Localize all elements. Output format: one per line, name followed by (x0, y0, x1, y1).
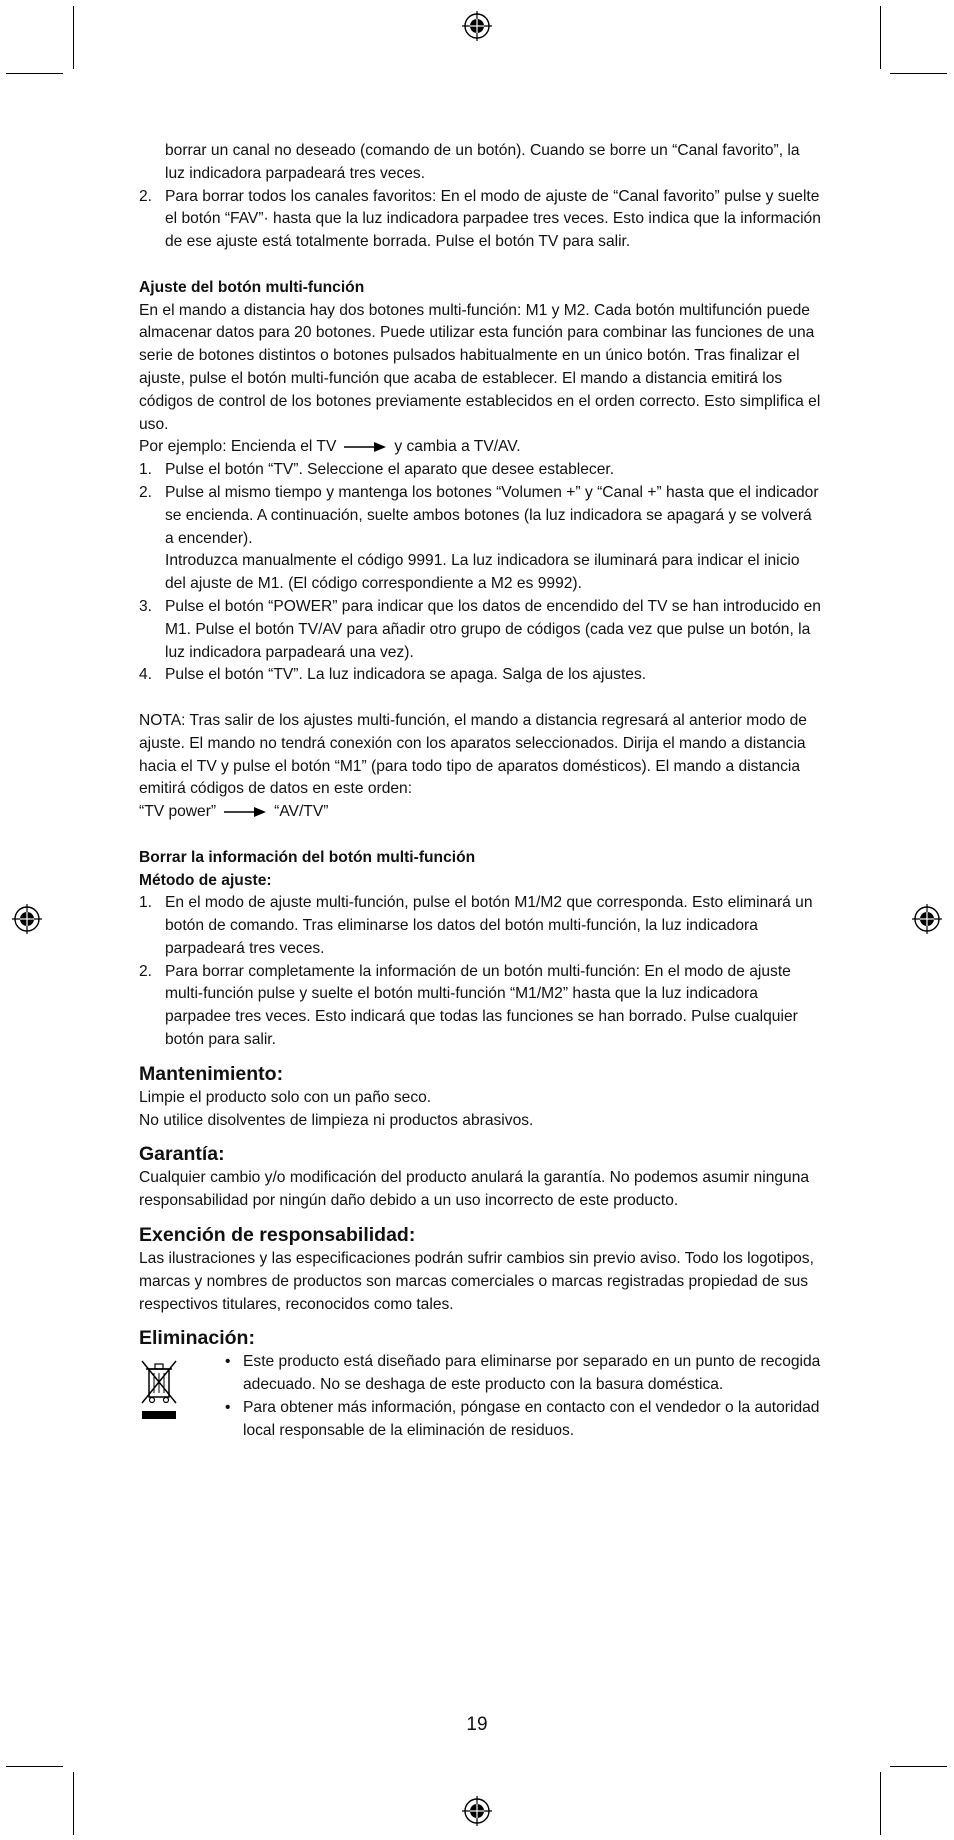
crop-mark (73, 1772, 74, 1835)
arrow-right-icon (224, 807, 266, 817)
heading-maintenance: Mantenimiento: (139, 1062, 284, 1085)
heading-warranty: Garantía: (139, 1143, 225, 1166)
crop-mark (73, 6, 74, 69)
registration-mark-icon (912, 904, 942, 934)
list-item (139, 892, 821, 960)
note-sequence (139, 801, 821, 824)
list-item-text: Pulse el botón “TV”. Seleccione el aparato que desee establecer. (165, 461, 615, 479)
list-number: 4. (139, 666, 153, 684)
list-item (139, 459, 821, 482)
list-item-text: En el modo de ajuste multi-función, pulse el botón M1/M2 que corresponda. Esto eliminará un botón de comando. Tras eliminarse los datos del botón multi-función, la luz indicadora parpadeará tres veces. (165, 894, 813, 957)
list-item (139, 961, 821, 1052)
example-text-a: Por ejemplo: Encienda el TV (139, 438, 337, 456)
list-number: 2. (139, 483, 153, 501)
warranty-text: Cualquier cambio y/o modificación del producto anulará la garantía. No podemos asumir ninguna responsabilidad por ningún daño debido a un uso incorrecto de este producto. (139, 1169, 810, 1210)
page-number: 19 (466, 1714, 488, 1735)
list-number: 2. (139, 962, 153, 980)
crop-mark (880, 1772, 881, 1835)
list-item-text: Para borrar completamente la información de un botón multi-función: En el modo de ajuste multi-función pulse y suelte el botón multi-función “M1/M2” hasta que la luz indicadora parpadee tres veces. Esto indicará que todas las funciones se han borrado. Pulse cualquier botón para salir. (165, 962, 798, 1049)
list-item-text: Para obtener más información, póngase en contacto con el vendedor o la autoridad local responsable de la eliminación de residuos. (243, 1399, 820, 1439)
maintenance-line: Limpie el producto solo con un paño seco. (139, 1088, 432, 1106)
list-item (215, 1351, 821, 1397)
disclaimer-text: Las ilustraciones y las especificaciones podrán sufrir cambios sin previo aviso. Todo los logotipos, marcas y nombres de productos son marcas comerciales o marcas registradas propiedad de sus respectivos titulares, reconocidos como tales. (139, 1250, 814, 1313)
list-number: 2. (139, 187, 153, 205)
list-item-text: Pulse al mismo tiempo y mantenga los botones “Volumen +” y “Canal +” hasta que el indicador se encienda. A continuación, suelte ambos botones (la luz indicadora se apagará y se volverá a encender). (165, 483, 819, 547)
list-number: 1. (139, 461, 153, 479)
note-paragraph: NOTA: Tras salir de los ajustes multi-función, el mando a distancia regresará al anterior modo de ajuste. El mando no tendrá conexión con los aparatos seleccionados. Dirija el mando a distancia hacia el TV y pulse el botón “M1” (para todo tipo de aparatos domésticos). El mando a distancia emitirá códigos de datos en este orden: (139, 711, 807, 798)
heading-disposal: Eliminación: (139, 1327, 255, 1350)
list-item-text: Para borrar todos los canales favoritos: En el modo de ajuste de “Canal favorito” pulse y suelte el botón “FAV”· hasta que la luz indicadora parpadee tres veces. Esto indica que la información de ese ajuste está totalmente borrada. Pulse el botón TV para salir. (165, 187, 821, 251)
list-number: 3. (139, 597, 153, 615)
note-sequence-b: “AV/TV” (274, 803, 329, 821)
section-heading-erase: Borrar la información del botón multi-función (139, 848, 476, 866)
registration-mark-icon (462, 1796, 492, 1826)
list-item (139, 664, 821, 687)
crop-mark (890, 73, 947, 74)
disposal-block (139, 1351, 821, 1442)
crop-mark (890, 1766, 947, 1767)
list-item-text: Este producto está diseñado para eliminarse por separado en un punto de recogida adecuado. No se deshaga de este producto con la basura doméstica. (243, 1353, 821, 1394)
continuation-paragraph: borrar un canal no deseado (comando de un botón). Cuando se borre un “Canal favorito”, la luz indicadora parpadeará tres veces. (165, 142, 800, 182)
example-text-b: y cambia a TV/AV. (394, 438, 521, 456)
section-heading-multi-function: Ajuste del botón multi-función (139, 278, 365, 296)
section-subheading-method: Método de ajuste: (139, 871, 272, 889)
list-item (139, 186, 821, 254)
document-body (139, 140, 821, 1443)
bullet: • (225, 1399, 231, 1417)
registration-mark-icon (12, 904, 42, 934)
multi-function-intro: En el mando a distancia hay dos botones multi-función: M1 y M2. Cada botón multifunción puede almacenar datos para 20 botones. Puede utilizar esta función para combinar las funciones de una serie de botones distintos o botones pulsados habitualmente en un único botón. Tras finalizar el ajuste, pulse el botón multi-función que acaba de establecer. El mando a distancia emitirá los códigos de control de los botones previamente establecidos en el orden correcto. Esto simplifica el uso. (139, 301, 821, 433)
arrow-right-icon (344, 442, 386, 452)
bullet: • (225, 1353, 231, 1371)
heading-disclaimer: Exención de responsabilidad: (139, 1224, 416, 1247)
list-item-text: Pulse el botón “TV”. La luz indicadora se apaga. Salga de los ajustes. (165, 666, 647, 684)
maintenance-line: No utilice disolventes de limpieza ni productos abrasivos. (139, 1111, 534, 1129)
list-item (215, 1397, 821, 1443)
registration-mark-icon (462, 11, 492, 41)
note-sequence-a: “TV power” (139, 803, 217, 821)
list-item-text: Pulse el botón “POWER” para indicar que los datos de encendido del TV se han introducido en M1. Pulse el botón TV/AV para añadir otro grupo de códigos (cada vez que pulse un botón, la luz indicadora parpadeará una vez). (165, 597, 821, 661)
crop-mark (6, 73, 63, 74)
list-number: 1. (139, 894, 153, 912)
list-item (139, 482, 821, 596)
crop-mark (880, 6, 881, 69)
crop-mark (6, 1766, 63, 1767)
example-line (139, 436, 821, 459)
crossed-out-bin-icon (139, 1357, 179, 1421)
list-item-extra: Introduzca manualmente el código 9991. La luz indicadora se iluminará para indicar el inicio del ajuste de M1. (El código correspondiente a M2 es 9992). (165, 552, 800, 593)
list-item (139, 596, 821, 664)
